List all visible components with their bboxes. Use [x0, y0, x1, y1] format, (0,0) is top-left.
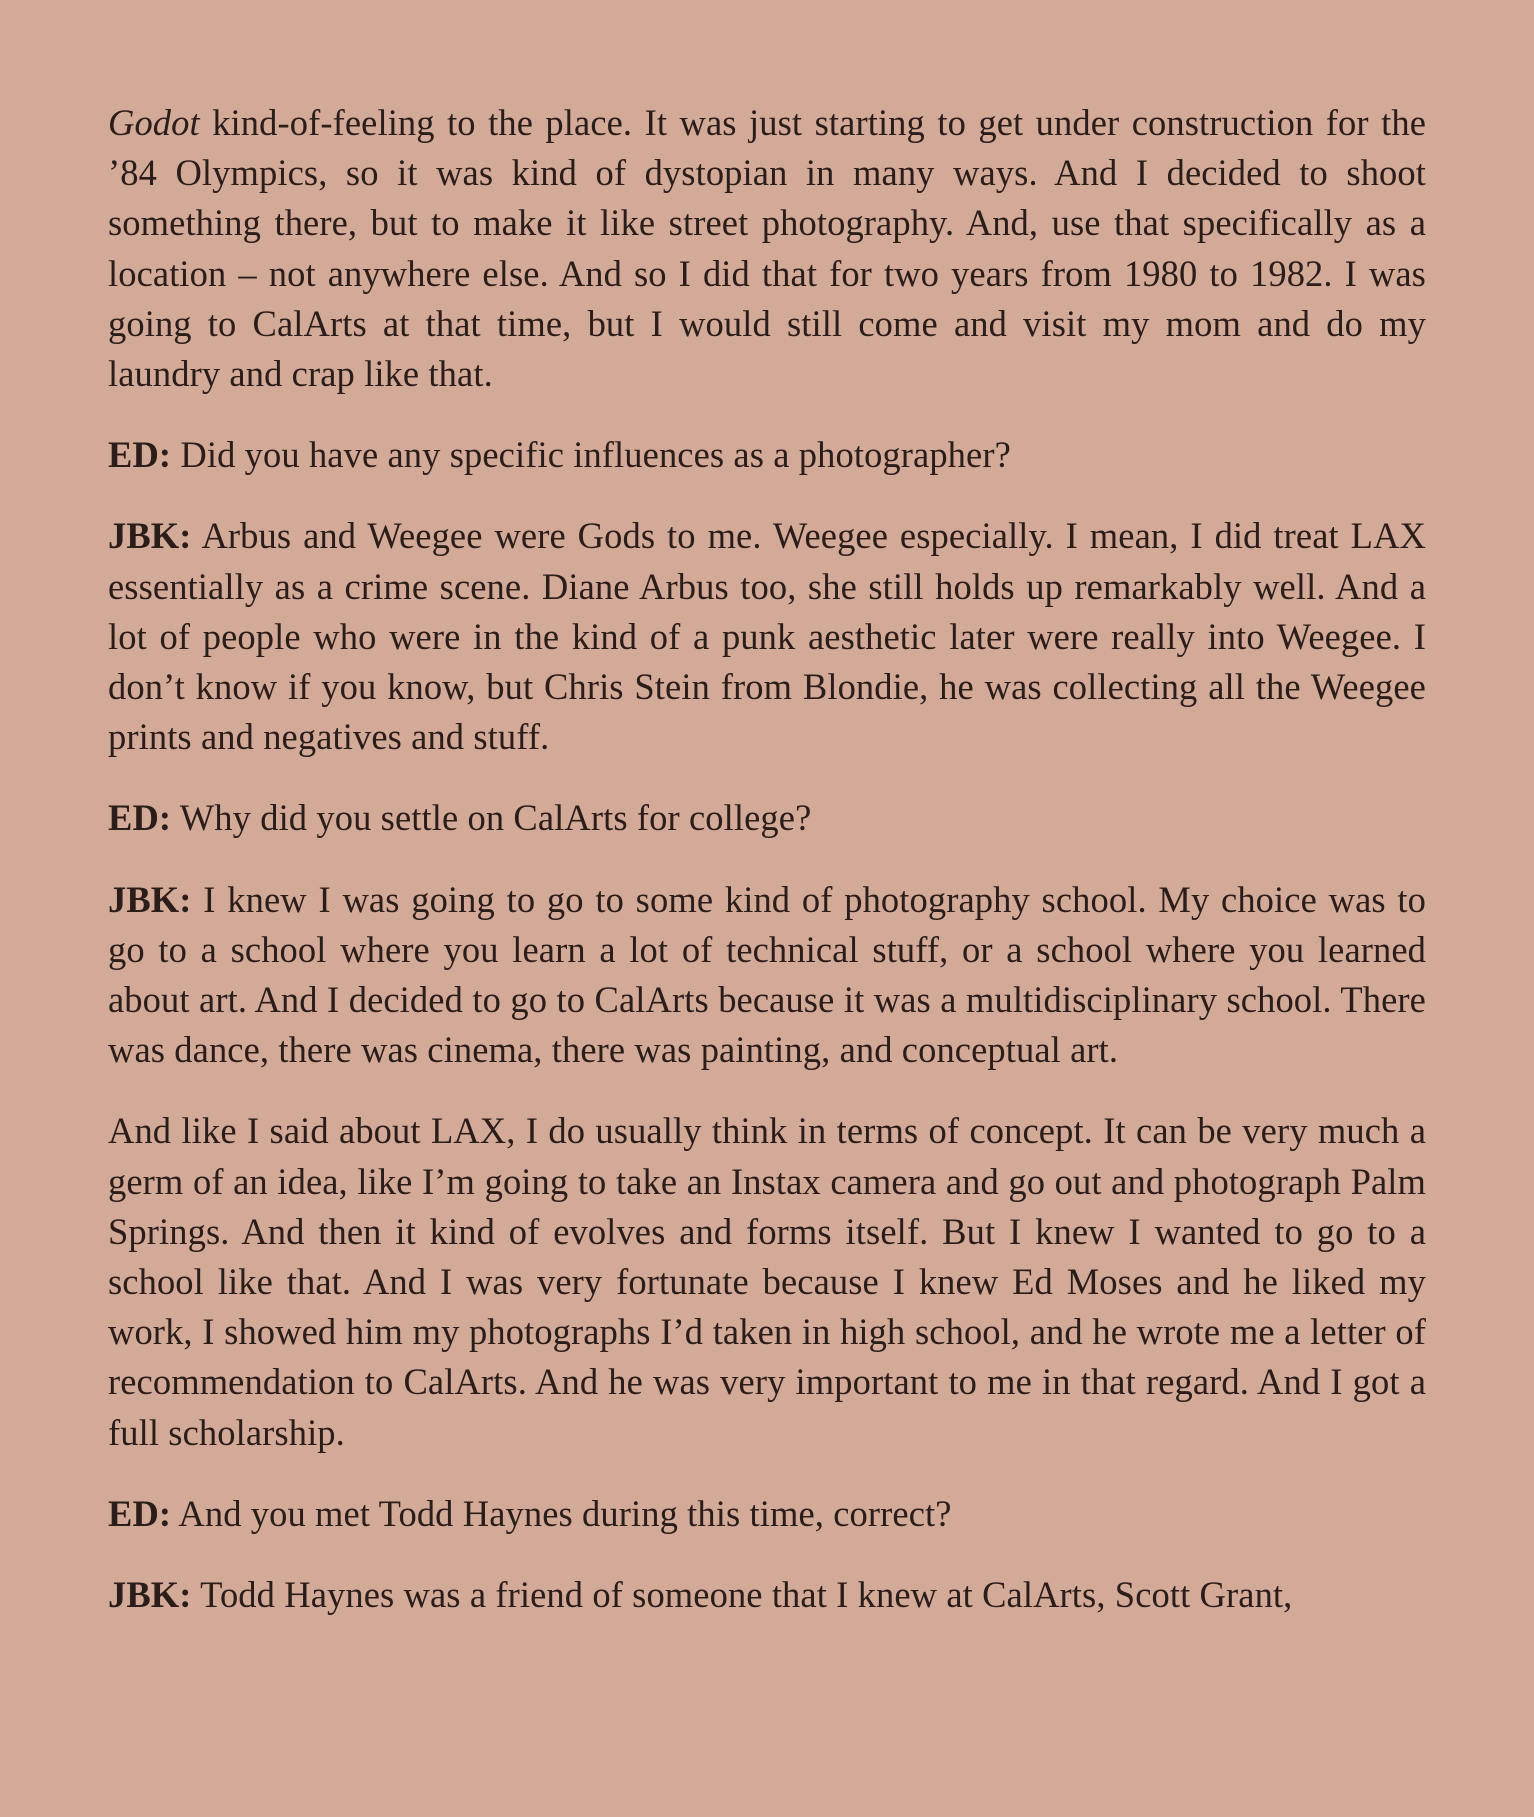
- paragraph-text: Did you have any specific influences as a photographer?: [171, 434, 1011, 476]
- speaker-label: ED:: [108, 797, 172, 839]
- speaker-label: ED:: [108, 1492, 172, 1534]
- speaker-label: JBK:: [108, 878, 192, 920]
- continuation-paragraph: And like I said about LAX, I do usually think in terms of concept. It can be very much a germ of an idea, like I’m going to take an Instax camera and go out and photograph Palm Springs. And then it kind of evolves and forms itself. But I knew I wanted to go to a school like that. And I was very fortunate because I knew Ed Moses and he liked my work, I showed him my photographs I’d taken in high school, and he wrote me a letter of recommendation to CalArts. And he was very important to me in that regard. And I got a full scholarship.: [108, 1110, 1426, 1453]
- question-paragraph: [108, 793, 1426, 843]
- paragraph-text: And you met Todd Haynes during this time, correct?: [171, 1492, 952, 1534]
- italic-title: Godot: [108, 102, 200, 143]
- speaker-label: ED:: [108, 434, 172, 476]
- speaker-label: JBK:: [108, 1574, 192, 1616]
- answer-paragraph: [108, 511, 1426, 762]
- answer-paragraph: [108, 1570, 1426, 1620]
- paragraph-text: I knew I was going to go to some kind of photography school. My choice was to go to a school where you learn a lot of technical stuff, or a school where you learned about art. And I decided to go to CalArts because it was a multidisciplinary school. There was dance, there was cinema, there was painting, and conceptual art.: [108, 878, 1426, 1071]
- question-paragraph: [108, 1489, 1426, 1539]
- intro-paragraph: [108, 98, 1426, 399]
- paragraph-text: kind-of-feeling to the place. It was just starting to get under construction for the ’84 Olympics, so it was kind of dystopian in many ways. And I decided to shoot something there, but to make it like street photography. And, use that specifically as a location – not anywhere else. And so I did that for two years from 1980 to 1982. I was going to CalArts at that time, but I would still come and visit my mom and do my laundry and crap like that.: [108, 102, 1426, 395]
- paragraph-text: Arbus and Weegee were Gods to me. Weegee especially. I mean, I did treat LAX essentially as a crime scene. Diane Arbus too, she still holds up remarkably well. And a lot of people who were in the kind of a punk aesthetic later were really into Weegee. I don’t know if you know, but Chris Stein from Blondie, he was collecting all the Weegee prints and negatives and stuff.: [108, 515, 1426, 758]
- paragraph-text: Why did you settle on CalArts for college?: [171, 797, 812, 839]
- answer-paragraph: [108, 875, 1426, 1076]
- speaker-label: JBK:: [108, 515, 192, 557]
- question-paragraph: [108, 430, 1426, 480]
- interview-page: [108, 98, 1426, 1620]
- paragraph-text: Todd Haynes was a friend of someone that I knew at CalArts, Scott Grant,: [191, 1574, 1293, 1616]
